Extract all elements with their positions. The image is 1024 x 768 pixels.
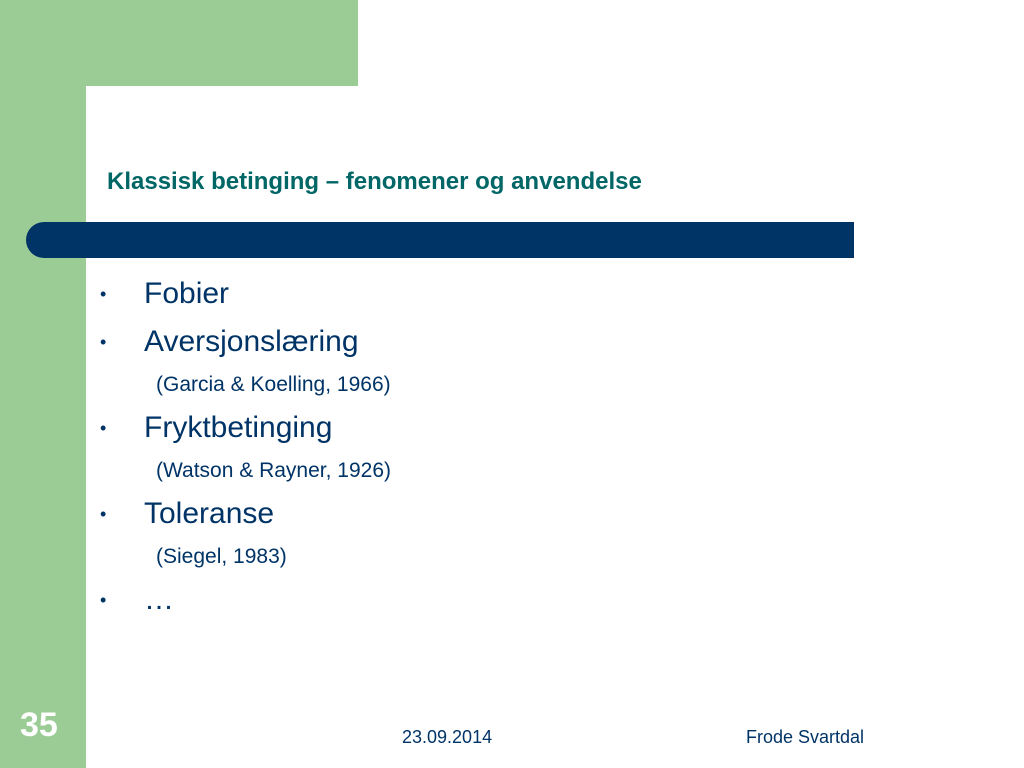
title-underline-bar [26, 222, 854, 258]
list-item [100, 318, 800, 366]
bullet-text: Fryktbetinging [144, 411, 333, 444]
bullet-text: Toleranse [144, 497, 275, 530]
bullet-text: Fobier [144, 277, 230, 310]
bullet-list [100, 270, 800, 624]
bullet-icon: • [100, 589, 107, 610]
rounded-corner [86, 86, 146, 146]
footer-date: 23.09.2014 [402, 727, 493, 747]
footer-author: Frode Svartdal [746, 727, 865, 747]
bullet-icon: • [100, 417, 107, 438]
list-item [100, 404, 800, 452]
reference-text: (Watson & Rayner, 1926) [156, 459, 391, 482]
green-side-band [0, 0, 86, 768]
list-item [100, 270, 800, 318]
bullet-text: Aversjonslæring [144, 325, 359, 358]
bullet-text: … [144, 583, 174, 616]
list-item [100, 576, 800, 624]
bullet-icon: • [100, 503, 107, 524]
green-top-block [86, 0, 358, 86]
reference-text: (Garcia & Koelling, 1966) [156, 373, 391, 396]
reference-text: (Siegel, 1983) [156, 545, 287, 568]
bullet-icon: • [100, 331, 107, 352]
bullet-icon: • [100, 283, 107, 304]
page-number: 35 [20, 706, 58, 744]
list-item [100, 490, 800, 538]
slide-title: Klassisk betinging – fenomener og anvendelse [107, 168, 642, 195]
